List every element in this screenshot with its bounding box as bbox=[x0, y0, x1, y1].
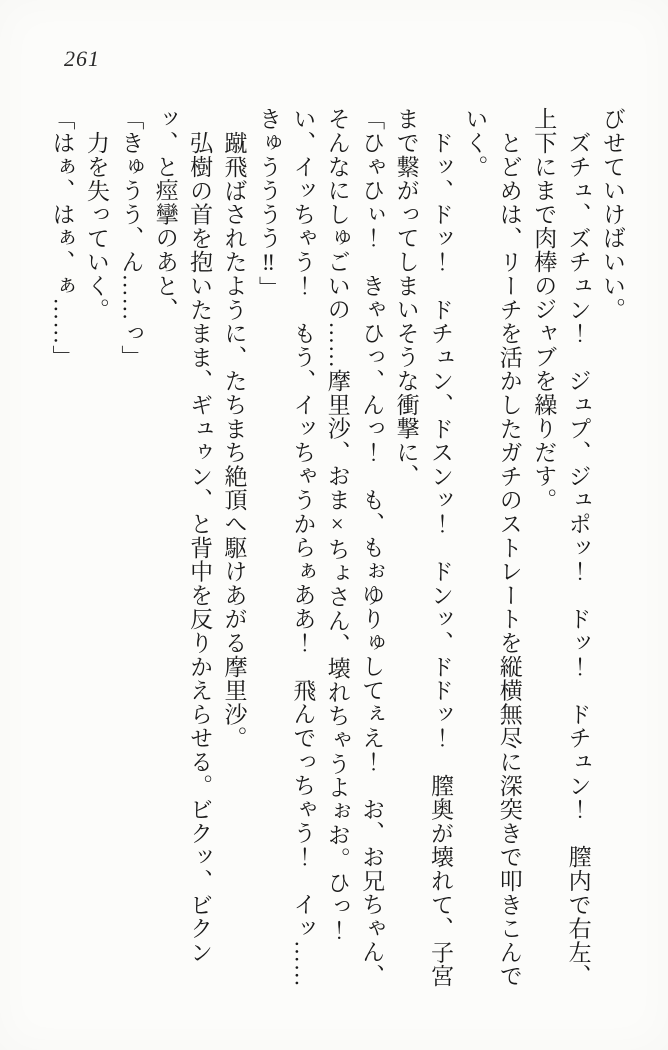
paragraph: 「ひゃひぃ！ きゃひっ、んっ！ も、もぉゆりゅしてぇえ！ お、お兄ちゃん、そんなにしゅごいの……摩里沙、おま×ちょさん、壊れちゃうよぉお。ひっ！ い、イッちゃう！ もう、イッちゃうからぁああ！ 飛んでっちゃう！ イッ……きゅうううう‼」 bbox=[255, 107, 385, 988]
text-block bbox=[44, 107, 629, 991]
paragraph: びせていけばいい。 bbox=[600, 107, 625, 322]
paragraph: 「きゅうう、ん……っ」 bbox=[118, 107, 144, 369]
paragraph: 弘樹の首を抱いたまま、ギュゥン、と背中を反りかえらせる。ビクッ、ビクンッ、と痙攣のあと、 bbox=[152, 107, 213, 964]
paragraph: とどめは、リーチを活かしたガチのストレートを縦横無尽に深突きで叩きこんでいく。 bbox=[462, 107, 522, 988]
paragraph: ズチュ、ズチュン！ ジュプ、ジュポッ！ ドッ！ ドチュン！ 膣内で右左、上下にまで肉棒のジャブを繰りだす。 bbox=[531, 107, 591, 988]
paragraph: 力を失っていく。 bbox=[83, 131, 109, 322]
paragraph: 「はぁ、はぁ、ぁ……」 bbox=[49, 107, 75, 369]
page-number: 261 bbox=[64, 46, 100, 71]
paragraph: ドッ、ドッ！ ドチュン、ドスンッ！ ドンッ、ドドッ！ 膣奥が壊れて、子宮まで繋がってしまいそうな衝撃に、 bbox=[393, 107, 453, 988]
paragraph: 蹴飛ばされたように、たちまち絶頂へ駆けあがる摩里沙。 bbox=[221, 131, 247, 750]
